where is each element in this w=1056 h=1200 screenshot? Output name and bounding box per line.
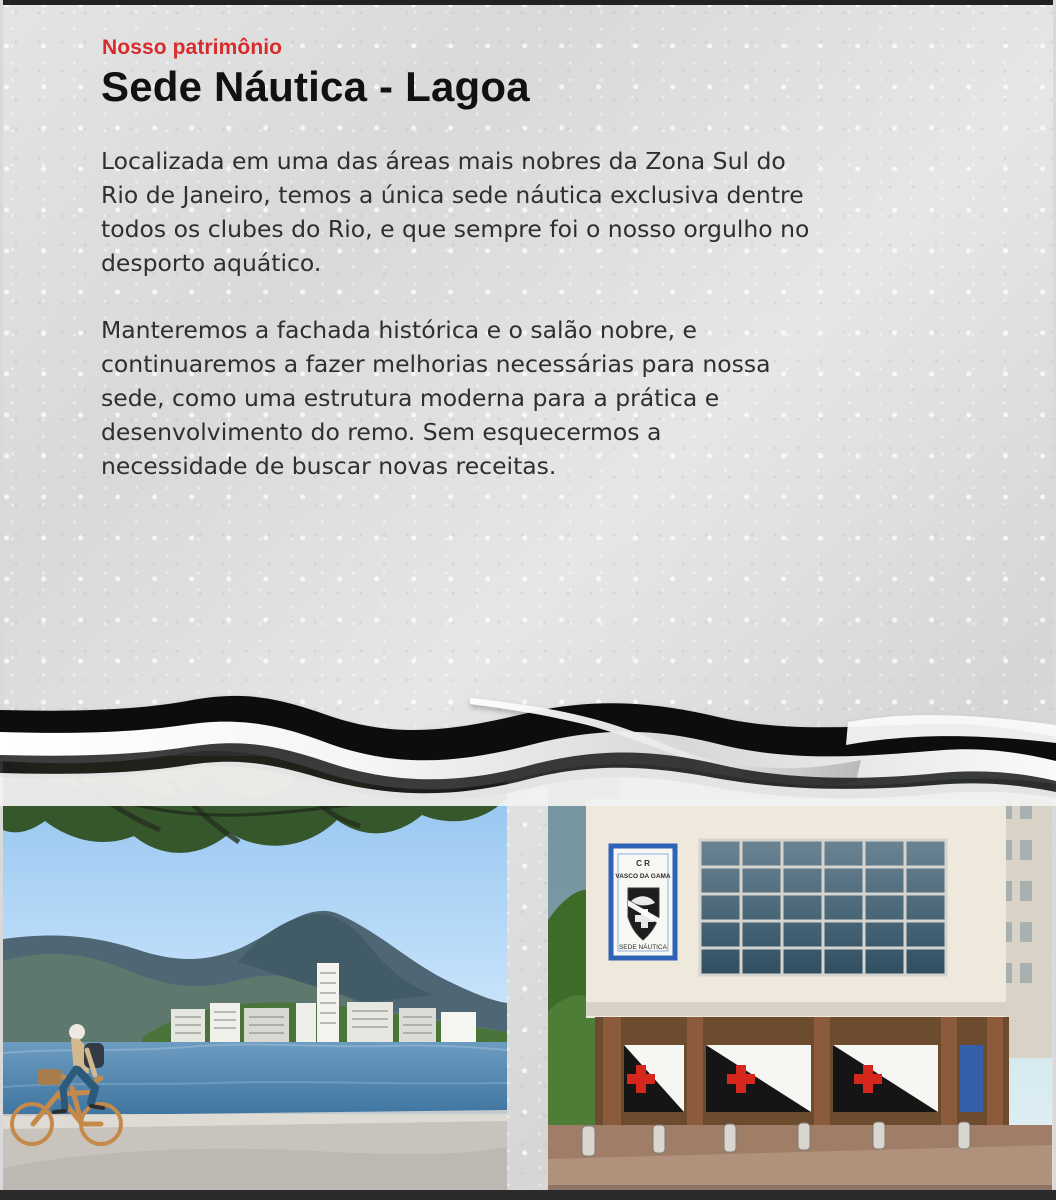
section-eyebrow: Nosso patrimônio	[102, 36, 283, 59]
vasco-doors	[624, 1045, 938, 1112]
lagoon-photo-illustration	[3, 756, 507, 1190]
sign-line-sede: SEDE NÁUTICA	[618, 944, 668, 951]
vasco-tile-sign	[611, 846, 675, 958]
lagoon-photo	[3, 756, 507, 1190]
sede-nautica-illustration	[548, 778, 1052, 1190]
sign-line-vasco: VASCO DA GAMA	[615, 873, 671, 880]
sede-nautica-photo	[548, 778, 1052, 1190]
page-title: Sede Náutica - Lagoa	[101, 63, 530, 110]
body-paragraph-2: Manteremos a fachada histórica e o salão nobre, e continuaremos a fazer melhorias necessárias para nossa sede, como uma estrutura moderna para a prática e desenvolvimento do remo. Sem esquecermos a necessidade de buscar novas receitas.	[101, 316, 771, 480]
body-paragraph-1: Localizada em uma das áreas mais nobres da Zona Sul do Rio de Janeiro, temos a única sede náutica exclusiva dentre todos os clubes do Rio, e que sempre foi o nosso orgulho no desporto aquático.	[101, 147, 810, 277]
sign-line-cr: C R	[636, 859, 650, 868]
bottom-strip	[0, 1190, 1056, 1200]
top-rule	[0, 0, 1056, 5]
